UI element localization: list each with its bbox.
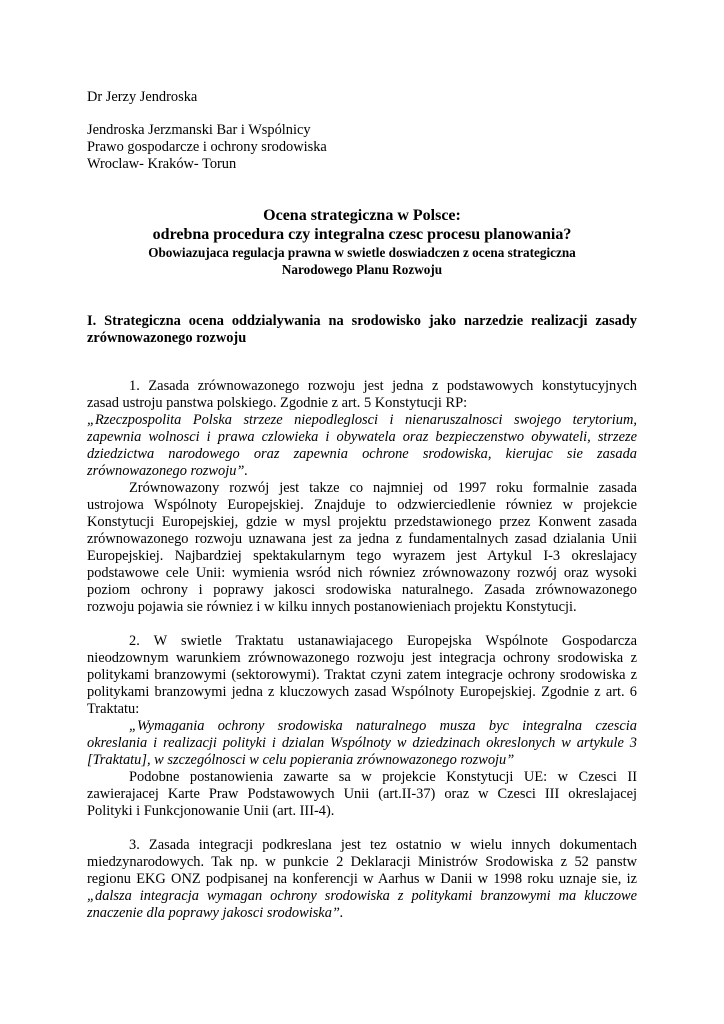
- p3-line-3: politykami branzowymi (sektorowymi). Traktat czyni zatem integracje ochrony srodowiska z: [87, 667, 637, 683]
- p3-line-5: Traktatu:: [87, 701, 140, 717]
- subtitle-line-1: Obowiazujaca regulacja prawna w swietle doswiadczen z ocena strategiczna: [148, 245, 576, 260]
- p2-line-5: Europejskiej. Najbardziej spektakularnym tego wyrazem jest Artykul I-3 okreslajacy: [87, 548, 637, 564]
- p2-line-3: Konstytucji Europejskiej, gdzie w mysl projektu przedstawionego przez Konwent zasada: [87, 514, 637, 530]
- p2-line-8: rozwoju pojawia sie równiez i w kilku innych postanowieniach projektu Konstytucji.: [87, 599, 577, 615]
- p3-line-1: 2. W swietle Traktatu ustanawiajacego Europejska Wspólnote Gospodarcza: [129, 633, 637, 649]
- p3-quote-line-2: okreslania i realizacji polityki i dzialan Wspólnoty w dziedzinach okreslonych w artykule 3: [87, 735, 637, 751]
- author-field: Prawo gospodarcze i ochrony srodowiska: [87, 139, 327, 155]
- p5-quote-line-1: „dalsza integracja wymagan ochrony srodowiska z politykami branzowymi ma kluczowe: [87, 888, 637, 904]
- p1-quote-line-3: dziedzictwa narodowego oraz zapewnia ochrone srodowiska, kierujac sie zasada: [87, 446, 637, 462]
- author-cities: Wroclaw- Kraków- Torun: [87, 156, 237, 172]
- p2-line-6: podstawowe cele Unii: wymienia wsród nich równiez zrównowazony rozwój oraz wysoki: [87, 565, 637, 581]
- subtitle-line-2: Narodowego Planu Rozwoju: [281, 262, 443, 277]
- p5-quote-line-2: znaczenie dla poprawy jakosci srodowiska”.: [87, 905, 344, 921]
- title-line-1: Ocena strategiczna w Polsce:: [263, 207, 461, 224]
- p4-line-3: Polityki i Funkcjonowanie Unii (art. III-4).: [87, 803, 335, 819]
- p1-quote-line-1: „Rzeczpospolita Polska strzeze niepodleglosci i nienaruszalnosci swojego terytorium,: [87, 412, 637, 428]
- p5-line-2: miedzynarodowych. Tak np. w punkcie 2 Deklaracji Ministrów Srodowiska z 52 panstw: [87, 854, 637, 870]
- p3-quote-line-1: „Wymagania ochrony srodowiska naturalnego musza byc integralna czescia: [129, 718, 637, 734]
- p4-line-1: Podobne postanowienia zawarte sa w projekcie Konstytucji UE: w Czesci II: [129, 769, 637, 785]
- title-line-2: odrebna procedura czy integralna czesc procesu planowania?: [152, 226, 572, 243]
- author-firm: Jendroska Jerzmanski Bar i Wspólnicy: [87, 122, 311, 138]
- p2-line-1: Zrównowazony rozwój jest takze co najmniej od 1997 roku formalnie zasada: [129, 480, 637, 496]
- section-heading-line-1: I. Strategiczna ocena oddzialywania na srodowisko jako narzedzie realizacji zasady: [87, 313, 637, 329]
- p3-line-4: politykami branzowymi jedna z kluczowych zasad Wspólnoty Europejskiej. Zgodnie z art. 6: [87, 684, 637, 700]
- section-heading-line-2: zrównowazonego rozwoju: [87, 330, 247, 346]
- p5-line-1: 3. Zasada integracji podkreslana jest tez ostatnio w wielu innych dokumentach: [129, 837, 637, 853]
- p4-line-2: zawierajacej Karte Praw Podstawowych Unii (art.II-37) oraz w Czesci III okreslajacej: [87, 786, 637, 802]
- p1-quote-line-4: zrównowazonego rozwoju”.: [87, 463, 248, 479]
- p1-quote-line-2: zapewnia wolnosci i prawa czlowieka i obywatela oraz bezpieczenstwo obywateli, strzeze: [87, 429, 637, 445]
- p2-line-4: zrównowazonego rozwoju uznawana jest za jedna z fundamentalnych zasad dzialania Unii: [87, 531, 637, 547]
- p1-line-1: 1. Zasada zrównowazonego rozwoju jest jedna z podstawowych konstytucyjnych: [129, 378, 637, 394]
- p2-line-2: ustrojowa Wspólnoty Europejskiej. Znajduje to odzwierciedlenie równiez w projekcie: [87, 497, 637, 513]
- p2-line-7: poziom ochrony i poprawy jakosci srodowiska naturalnego. Zasada zrównowazonego: [87, 582, 637, 598]
- p1-line-2: zasad ustroju panstwa polskiego. Zgodnie z art. 5 Konstytucji RP:: [87, 395, 468, 411]
- p3-quote-line-3: [Traktatu], w szczególnosci w celu popierania zrównowazonego rozwoju”: [87, 752, 515, 768]
- p5-line-3: regionu EKG ONZ podpisanej na konferencji w Aarhus w Danii w 1998 roku uznaje sie, iz: [87, 871, 637, 887]
- p3-line-2: nieodzownym warunkiem zrównowazonego rozwoju jest integracja ochrony srodowiska z: [87, 650, 637, 666]
- author-name: Dr Jerzy Jendroska: [87, 89, 198, 105]
